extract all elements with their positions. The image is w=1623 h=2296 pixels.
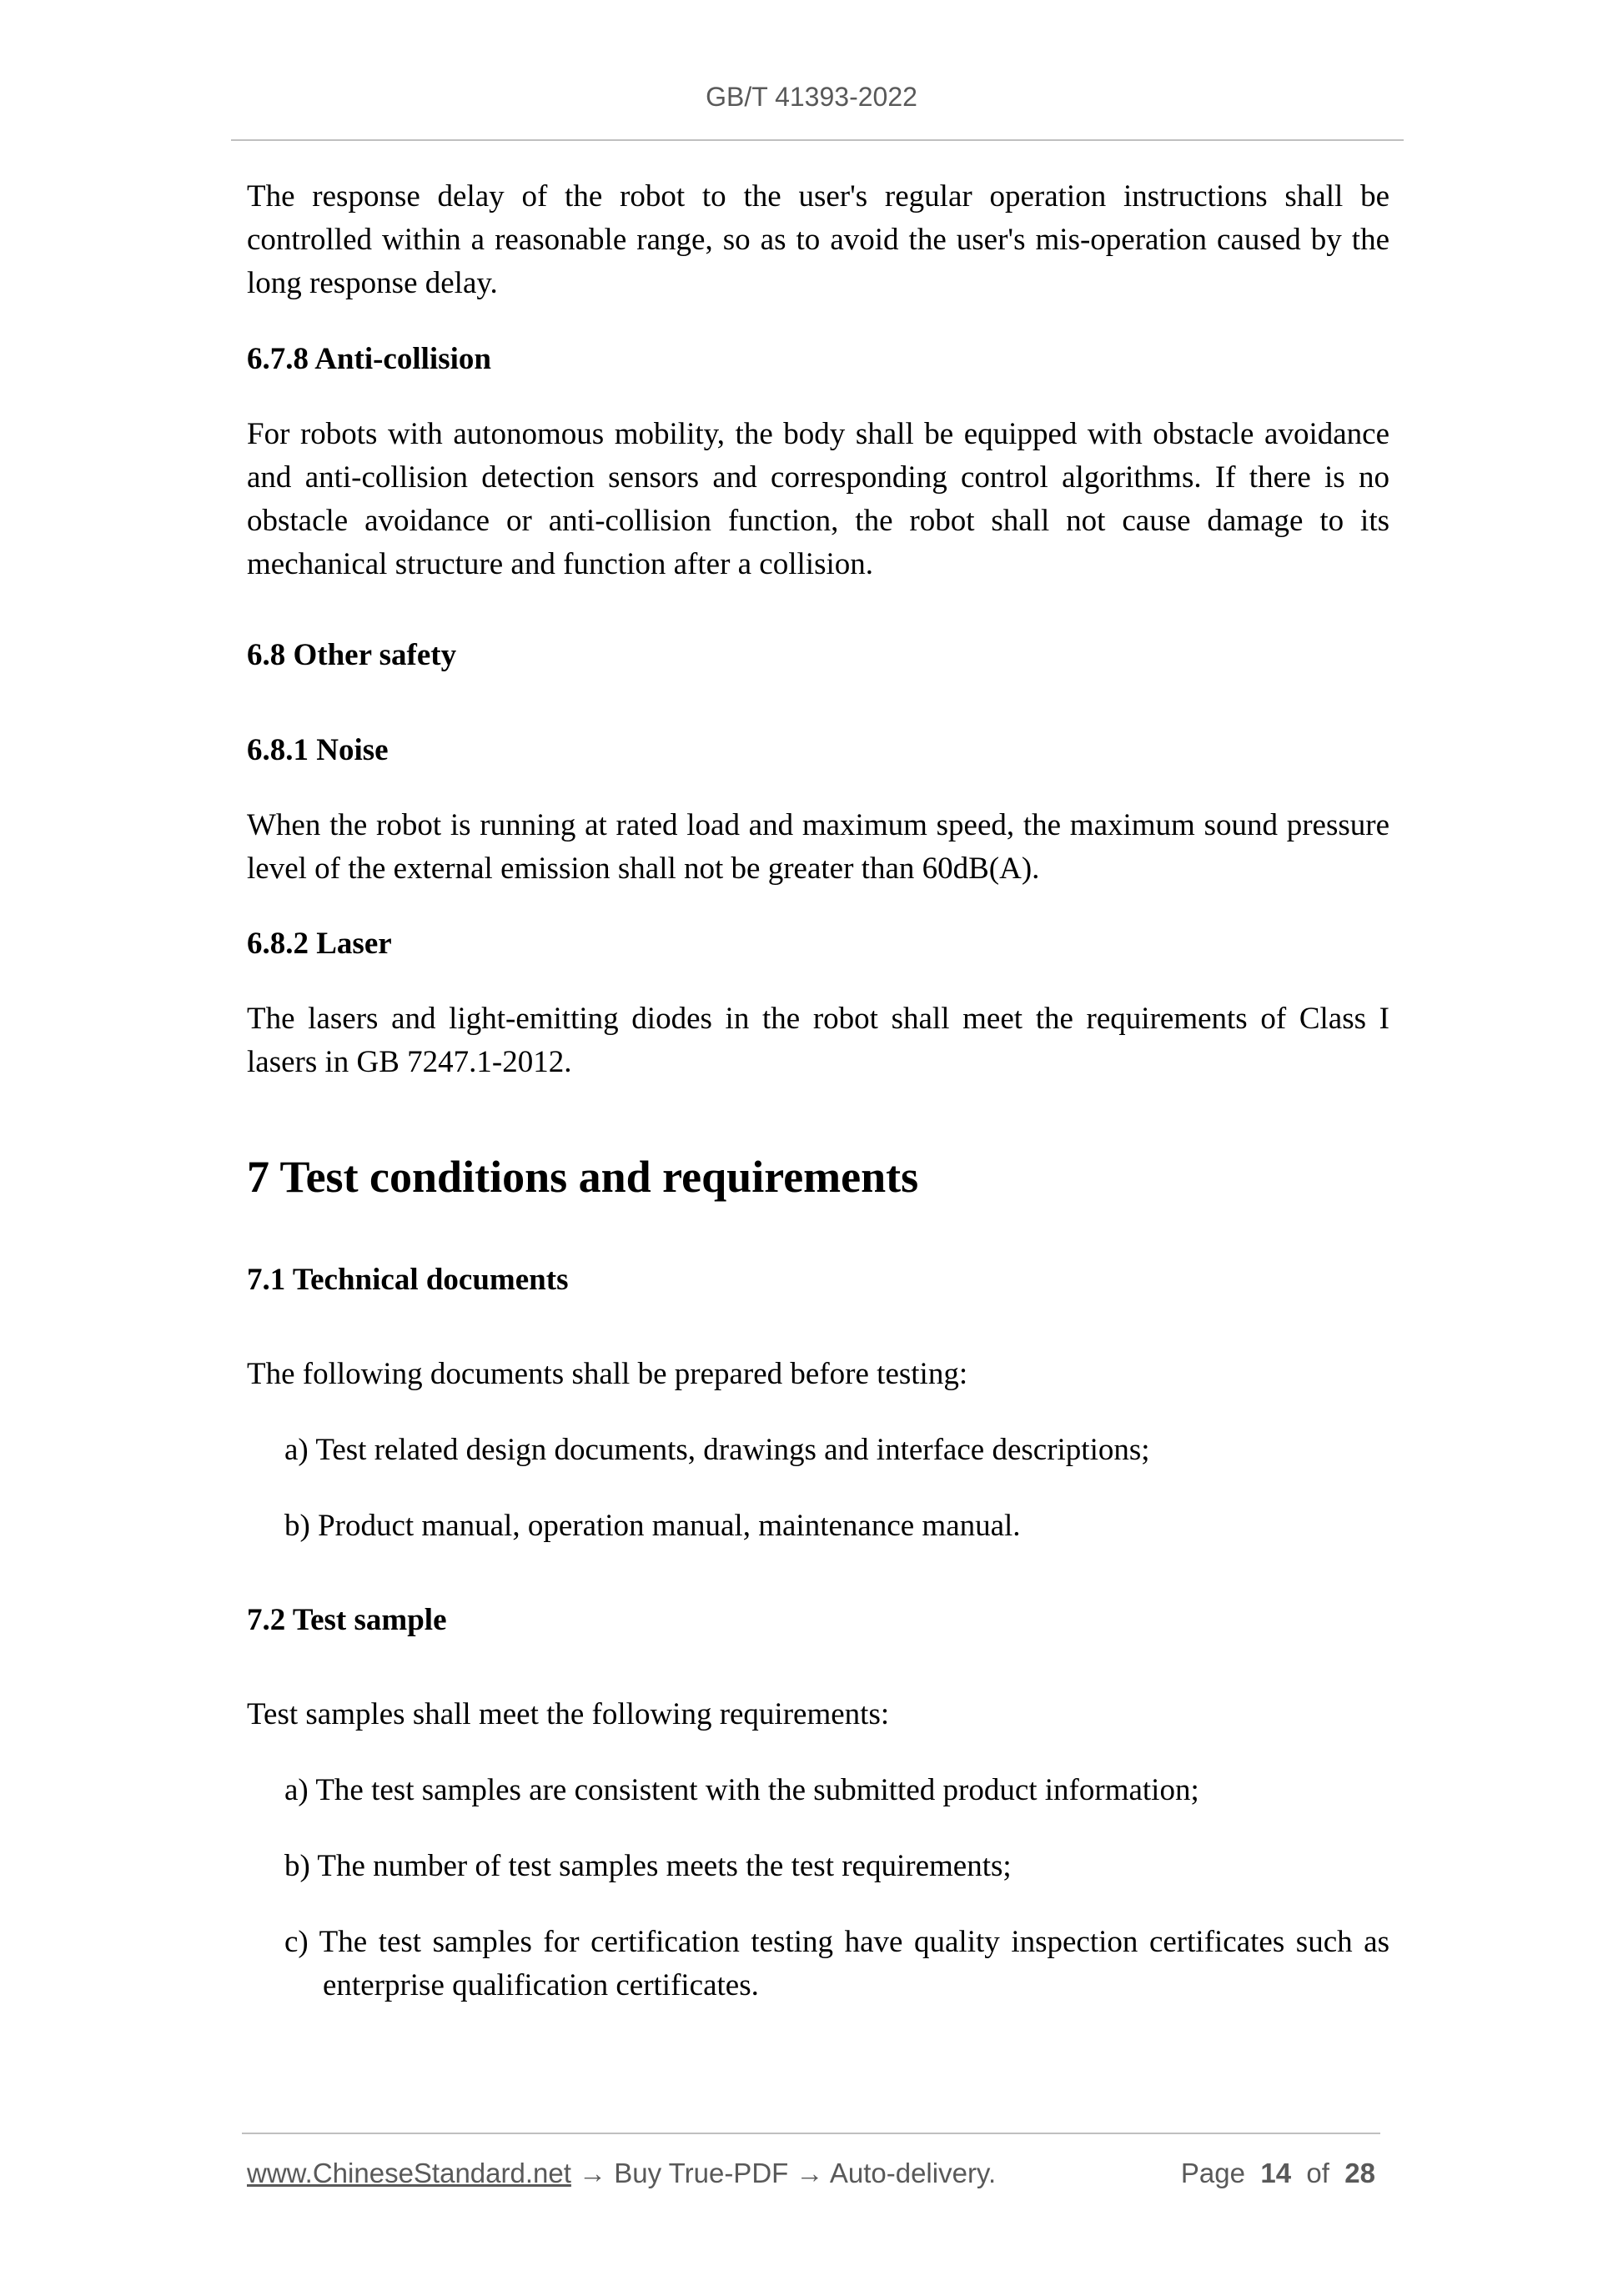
paragraph-test-sample: Test samples shall meet the following requirements: [247,1697,890,1731]
heading-6-8: 6.8 Other safety [247,638,457,672]
page-label: Page [1180,2158,1245,2188]
heading-7-2: 7.2 Test sample [247,1603,447,1637]
current-page: 14 [1260,2158,1292,2188]
list-item: a) The test samples are consistent with the submitted product information; [284,1773,1199,1807]
of-label: of [1306,2158,1329,2188]
delivery-text: Auto-delivery. [829,2158,997,2188]
website-link[interactable]: www.ChineseStandard.net [247,2158,571,2188]
paragraph-noise: When the robot is running at rated load and maximum speed, the maximum sound pressure level of the external emission shall not be greater than 60dB(A). [247,808,1389,886]
paragraph-anti-collision: For robots with autonomous mobility, the body shall be equipped with obstacle avoidance and anti-collision detection sensors and corresponding control algorithms. If there is no obstacle avoidance or anti-collision function, the robot shall not cause damage to its mechanical structure and function after a collision. [247,417,1389,581]
list-item: a) Test related design documents, drawings and interface descriptions; [284,1433,1150,1467]
heading-6-7-8: 6.7.8 Anti-collision [247,342,491,376]
header-doc-id: GB/T 41393-2022 [706,82,917,112]
paragraph-laser: The lasers and light-emitting diodes in the robot shall meet the requirements of Class I lasers in GB 7247.1-2012. [247,1002,1389,1079]
buy-text: Buy True-PDF [614,2158,789,2188]
heading-7-1: 7.1 Technical documents [247,1263,569,1297]
heading-6-8-1: 6.8.1 Noise [247,733,389,767]
arrow-icon: → [579,2158,607,2188]
arrow-icon: → [796,2158,824,2188]
paragraph-technical-documents: The following documents shall be prepared before testing: [247,1357,968,1391]
paragraph-response-delay: The response delay of the robot to the user's regular operation instructions shall be controlled within a reasonable range, so as to avoid the user's mis-operation caused by the long response delay. [247,179,1389,300]
page-content [247,175,1389,2007]
page-number [1181,2158,1375,2189]
list-item: c) The test samples for certification testing have quality inspection certificates such as enterprise qualification certificates. [284,1925,1389,2002]
list-item: b) Product manual, operation manual, maintenance manual. [284,1509,1021,1543]
heading-6-8-2: 6.8.2 Laser [247,927,392,961]
footer-divider [242,2133,1380,2134]
footer-promo [247,2158,996,2189]
total-pages: 28 [1344,2158,1375,2188]
heading-7: 7 Test conditions and requirements [247,1152,919,1202]
list-item: b) The number of test samples meets the test requirements; [284,1849,1012,1883]
header-divider [231,139,1404,141]
